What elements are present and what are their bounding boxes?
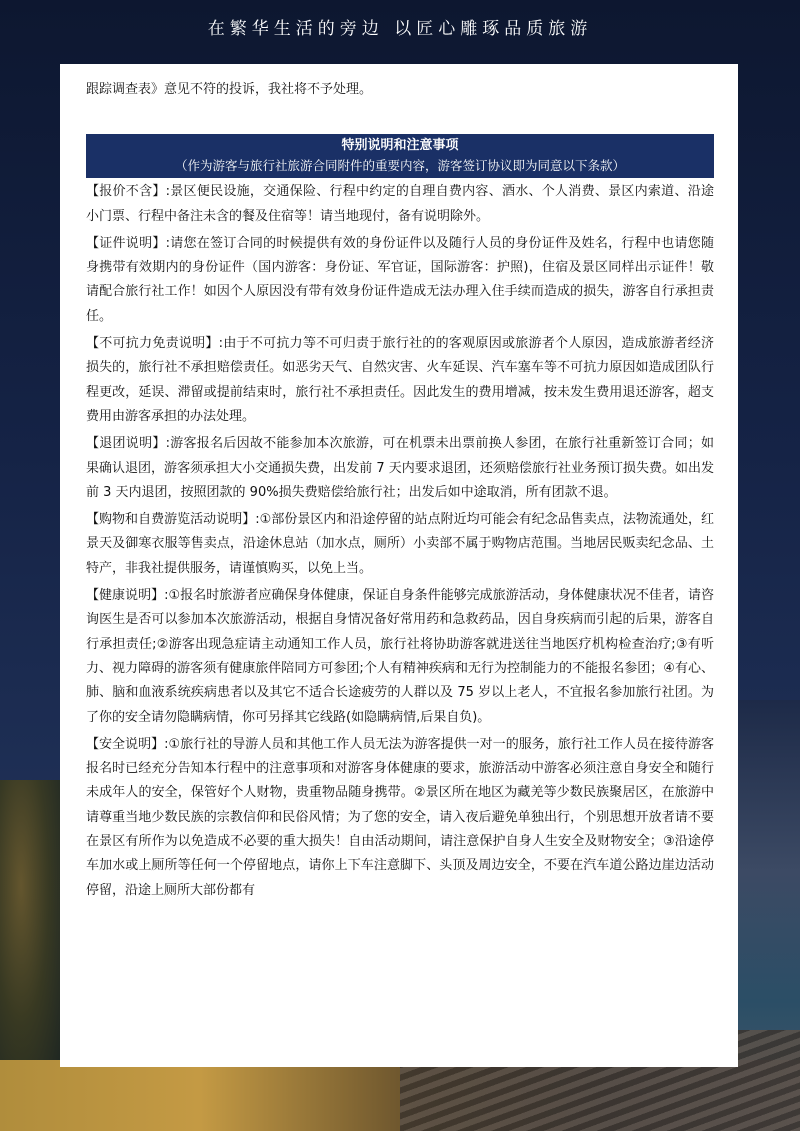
- section-text: ①报名时旅游者应确保身体健康，保证自身条件能够完成旅游活动，身体健康状况不佳者，请咨询医生是否可以参加本次旅游活动，根据自身情况备好常用药和急救药品，因自身疾病而引起的后果，游客自行承担责任;②游客出现急症请主动通知工作人员，旅行社将协助游客就进送往当地医疗机构检查治疗;③有听力、视力障碍的游客须有健康旅伴陪同方可参团;个人有精神疾病和无行为控制能力的不能报名参团；④有心、肺、脑和血液系统疾病患者以及其它不适合长途疲劳的人群以及 75 岁以上老人，不宜报名参加旅行社团。为了你的安全请勿隐瞒病情，你可另择其它线路(如隐瞒病情,后果自负)。: [86, 588, 714, 725]
- section-label: 【证件说明】:: [86, 235, 170, 251]
- banner-title: 特别说明和注意事项: [341, 138, 459, 154]
- section-label: 【健康说明】:: [86, 588, 169, 604]
- document-content: [86, 64, 714, 906]
- section-force-majeure: [86, 332, 714, 429]
- section-text: 游客报名后因故不能参加本次旅游，可在机票未出票前换人参团，在旅行社重新签订合同；如果确认退团，游客须承担大小交通损失费，出发前 7 天内要求退团，还须赔偿旅行社业务预订损失费。如出发前 3 天内退团，按照团款的 90%损失费赔偿给旅行社；出发后如中途取消，所有团款不退。: [86, 436, 714, 500]
- banner-subtitle: （作为游客与旅行社旅游合同附件的重要内容，游客签订协议即为同意以下条款）: [174, 158, 625, 174]
- header-slogan: 在繁华生活的旁边 以匠心雕琢品质旅游: [207, 19, 593, 39]
- section-text: 景区便民设施，交通保险、行程中约定的自理自费内容、酒水、个人消费、景区内索道、沿途小门票、行程中备注未含的餐及住宿等！请当地现付，备有说明除外。: [86, 184, 714, 224]
- intro-paragraph: 跟踪调查表》意见不符的投诉，我社将不予处理。: [86, 82, 373, 97]
- section-cancellation: [86, 432, 714, 505]
- section-price-excludes: [86, 180, 714, 229]
- document-page: [60, 64, 738, 1067]
- section-text: 请您在签订合同的时候提供有效的身份证件以及随行人员的身份证件及姓名，行程中也请您随身携带有效期内的身份证件（国内游客：身份证、军官证，国际游客：护照)，住宿及景区同样出示证件！敬请配合旅行社工作！如因个人原因没有带有效身份证件造成无法办理入住手续而造成的损失，游客自行承担责任。: [86, 235, 714, 324]
- section-shopping: [86, 508, 714, 581]
- notice-banner: [86, 134, 714, 178]
- section-label: 【不可抗力免责说明】:: [86, 336, 224, 352]
- section-label: 【报价不含】:: [86, 184, 170, 200]
- section-text: ①部份景区内和沿途停留的站点附近均可能会有纪念品售卖点，法物流通处，红景天及御寒衣服等售卖点，沿途休息站（加水点，厕所）小卖部不属于购物店范围。当地居民贩卖纪念品、土特产，非我社提供服务，请谨慎购买，以免上当。: [86, 512, 714, 576]
- section-label: 【安全说明】:: [86, 736, 169, 752]
- section-health: [86, 584, 714, 730]
- section-text: ①旅行社的导游人员和其他工作人员无法为游客提供一对一的服务，旅行社工作人员在接待游客报名时已经充分告知本行程中的注意事项和对游客身体健康的要求，旅游活动中游客必须注意自身安全和随行未成年人的安全，保管好个人财物，贵重物品随身携带。②景区所在地区为藏羌等少数民族聚居区，在旅游中请尊重当地少数民族的宗教信仰和民俗风情；为了您的安全，请入夜后避免单独出行，个别思想开放者请不要在景区有所作为以免造成不必要的重大损失！自由活动期间，请注意保护自身人生安全及财物安全；③沿途停车加水或上厕所等任何一个停留地点，请你上下车注意脚下、头顶及周边安全，不要在汽车道公路边崖边活动停留，沿途上厕所大部份都有: [86, 736, 714, 898]
- section-label: 【购物和自费游览活动说明】:: [86, 512, 260, 528]
- section-text: 由于不可抗力等不可归责于旅行社的的客观原因或旅游者个人原因，造成旅游者经济损失的，旅行社不承担赔偿责任。如恶劣天气、自然灾害、火车延误、汽车塞车等不可抗力原因如造成团队行程更改，延误、滞留或提前结束时，旅行社不承担责任。因此发生的费用增减，按未发生费用退还游客，超支费用由游客承担的办法处理。: [86, 336, 714, 424]
- section-safety: [86, 733, 714, 903]
- section-label: 【退团说明】:: [86, 436, 170, 452]
- section-id-documents: [86, 232, 714, 329]
